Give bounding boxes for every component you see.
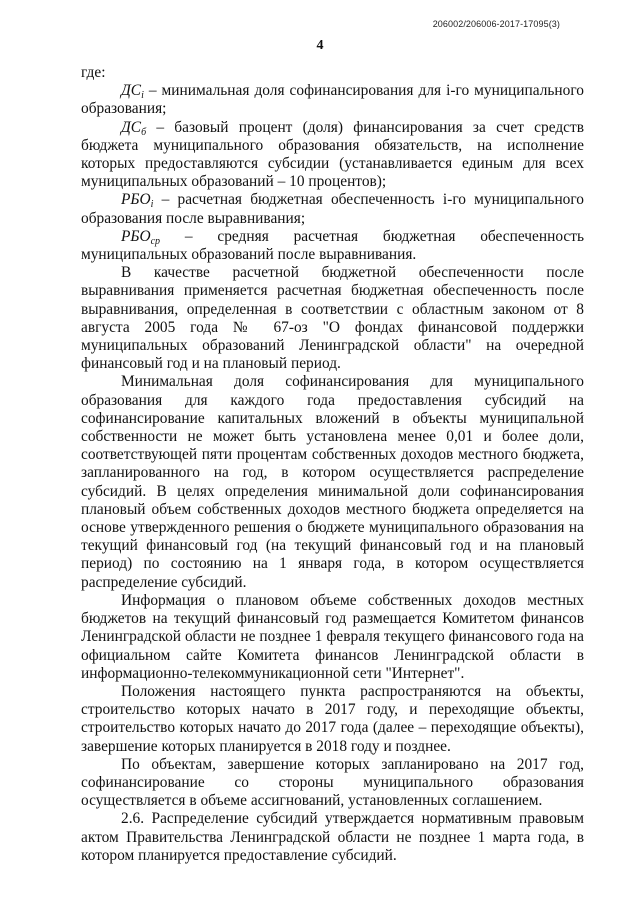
definition-text: – минимальная доля софинансирования для i-го муниципального образования; bbox=[81, 82, 584, 118]
symbol-subscript: б bbox=[141, 126, 147, 138]
symbol: ДС bbox=[121, 118, 142, 136]
paragraph-2-6-distribution: 2.6. Распределение субсидий утверждается нормативным правовым актом Правительства Ленинградской области не позднее 1 марта года, в котором планируется предоставление субсидий. bbox=[81, 810, 584, 864]
symbol-subscript: i bbox=[141, 90, 144, 102]
document-number: 206002/206006-2017-17095(3) bbox=[432, 19, 560, 29]
definition-rboi bbox=[81, 191, 584, 227]
definition-text: – средняя расчетная бюджетная обеспеченность муниципальных образований после выравнивания. bbox=[81, 227, 584, 264]
paragraph-minimal-share: Минимальная доля софинансирования для муниципального образования для каждого года предоставления субсидий на софинансирование капитальных вложений в объекты муниципальной собственности не может быть установлена менее 0,01 и более доли, соответствующей пяти процентам собственных доходов местного бюджета, запланированного на год, в котором осуществляется распределение субсидий. В целях определения минимальной доли софинансирования плановый объем собственных доходов местного бюджета определяется на основе утвержденного решения о бюджете муниципального образования на текущий финансовый год (на текущий финансовый год и на плановый период) по состоянию на 1 января года, в котором осуществляется распределение субсидий. bbox=[81, 373, 584, 591]
symbol-subscript: i bbox=[150, 199, 154, 211]
definition-text: – базовый процент (доля) финансирования за счет средств бюджета муниципального образования обязательств, на исполнение которых предоставляются субсидии (устанавливается единым для всех муниципальных образований – 10 процентов); bbox=[81, 118, 584, 191]
definition-rbosr bbox=[81, 228, 584, 264]
paragraph-provisions-scope: Положения настоящего пункта распространяются на объекты, строительство которых начато в 2017 году, и переходящие объекты, строительство которых начато до 2017 года (далее – переходящие объекты), завершение которых планируется в 2018 году и позднее. bbox=[81, 682, 584, 755]
definition-dsb bbox=[81, 119, 584, 192]
symbol: РБО bbox=[121, 191, 151, 209]
symbol-subscript: ср bbox=[150, 235, 161, 247]
definition-text: – расчетная бюджетная обеспеченность i-го муниципального образования после выравнивания; bbox=[81, 191, 584, 227]
definition-dsi bbox=[81, 82, 584, 118]
paragraph-2017-objects: По объектам, завершение которых запланировано на 2017 год, софинансирование со стороны муниципального образования осуществляется в объеме ассигнований, установленных соглашением. bbox=[81, 755, 584, 810]
document-body bbox=[81, 64, 584, 865]
symbol: ДС bbox=[121, 82, 142, 100]
page-number: 4 bbox=[316, 38, 324, 53]
paragraph-information: Информация о плановом объеме собственных доходов местных бюджетов на текущий финансовый год размещается Комитетом финансов Ленинградской области не позднее 1 февраля текущего финансового года на официальном сайте Комитета финансов Ленинградской области в информационно-телекоммуникационной сети "Интернет". bbox=[81, 591, 584, 682]
symbol: РБО bbox=[121, 227, 151, 245]
paragraph-budget-provision: В качестве расчетной бюджетной обеспеченности после выравнивания применяется расчетная бюджетная обеспеченность после выравнивания, определенная в соответствии с областным законом от 8 августа 2005 года № 67-оз "О фондах финансовой поддержки муниципальных образований Ленинградской области" на очередной финансовый год и на плановый период. bbox=[81, 264, 584, 373]
intro-label: где: bbox=[81, 64, 106, 81]
